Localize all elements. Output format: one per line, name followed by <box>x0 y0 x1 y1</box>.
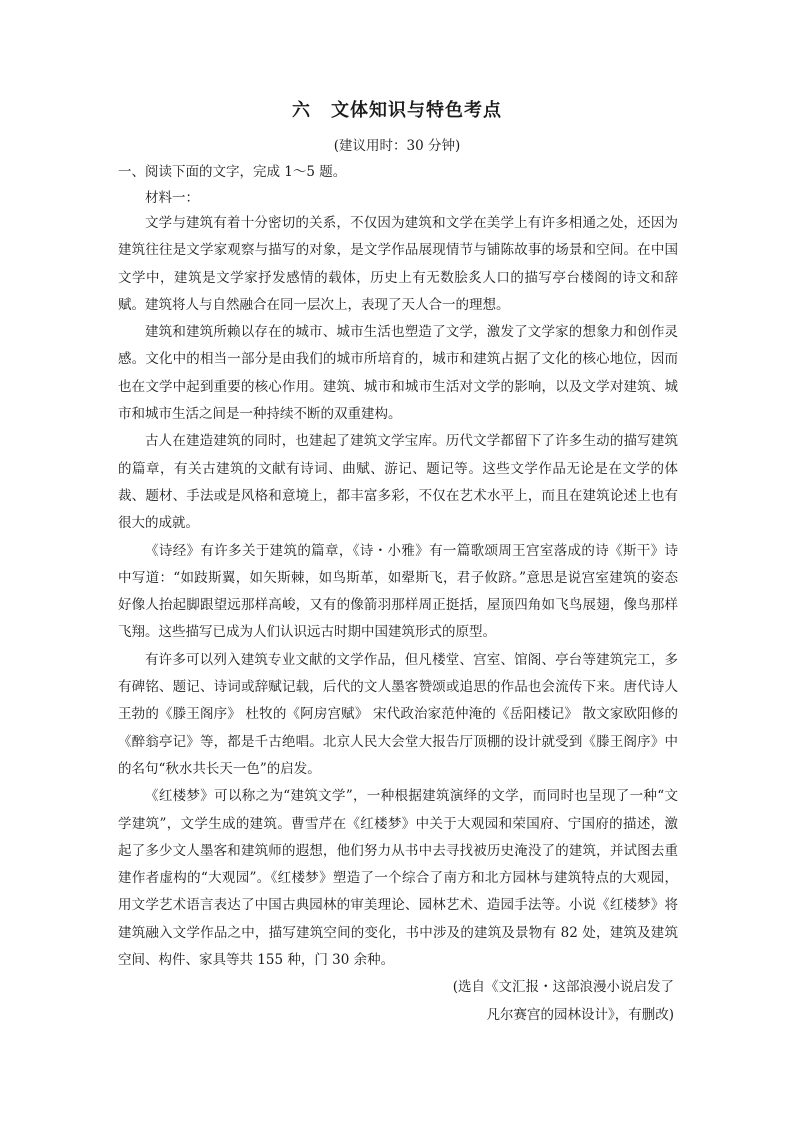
time-hint: (建议用时：30 分钟) <box>333 138 461 154</box>
paragraph: 《红楼梦》可以称之为“建筑文学”，一种根据建筑演绎的文学，而同时也呈现了一种“文学建筑”，文学生成的建筑。曹雪芹在《红楼梦》中关于大观园和荣国府、宁国府的描述，激起了多少文人墨客和建筑师的遐想，他们努力从书中去寻找被历史淹没了的建筑，并试图去重建作者虚构的“大观园”。《红楼梦》塑造了一个综合了南方和北方园林与建筑特点的大观园，用文学艺术语言表达了中国古典园林的审美理论、园林艺术、造园手法等。小说《红楼梦》将建筑融入文学作品之中，描写建筑空间的变化，书中涉及的建筑及景物有 82 处，建筑及建筑空间、构件、家具等共 155 种，门 30 余种。 <box>118 788 678 969</box>
source-citation <box>453 973 674 1029</box>
material-label: 材料一： <box>145 190 199 206</box>
source-line-2: 凡尔赛宫的园林设计》，有删改) <box>486 1007 674 1023</box>
page-title <box>0 96 794 122</box>
paragraph: 《诗经》有许多关于建筑的篇章，《诗・小雅》有一篇歌颂周王宫室落成的诗《斯干》诗中写道：“如跂斯翼，如矢斯棘，如鸟斯革，如翚斯飞，君子攸跻。”意思是说宫室建筑的姿态好像人抬起脚跟望远那样高峻，又有的像箭羽那样周正挺括，屋顶四角如飞鸟展翅，像鸟那样飞翔。这些描写已成为人们认识远古时期中国建筑形式的原型。 <box>118 542 678 641</box>
paragraph: 文学与建筑有着十分密切的关系，不仅因为建筑和文学在美学上有许多相通之处，还因为建筑往往是文学家观察与描写的对象，是文学作品展现情节与铺陈故事的场景和空间。在中国文学中，建筑是文学家抒发感情的载体，历史上有无数脍炙人口的描写亭台楼阁的诗文和辞赋。建筑将人与自然融合在同一层次上，表现了天人合一的理想。 <box>118 215 678 313</box>
section-title: 文体知识与特色考点 <box>331 100 502 121</box>
article-body <box>118 210 678 974</box>
paragraph: 建筑和建筑所赖以存在的城市、城市生活也塑造了文学，激发了文学家的想象力和创作灵感。文化中的相当一部分是由我们的城市所培育的，城市和建筑占据了文化的核心地位，因而也在文学中起到重要的核心作用。建筑、城市和城市生活对文学的影响，以及文学对建筑、城市和城市生活之间是一种持续不断的双重建构。 <box>118 324 678 423</box>
section-number: 六 <box>292 100 311 121</box>
paragraph: 有许多可以列入建筑专业文献的文学作品，但凡楼堂、宫室、馆阁、亭台等建筑完工，多有碑铭、题记、诗词或辞赋记载，后代的文人墨客赞颂或追思的作品也会流传下来。唐代诗人王勃的《滕王阁序》 杜牧的《阿房宫赋》 宋代政治家范仲淹的《岳阳楼记》 散文家欧阳修的《醉翁亭记》等，都是千古绝唱。北京人民大会堂大报告厅顶棚的设计就受到《滕王阁序》中的名句“秋水共长天一色”的启发。 <box>118 651 678 777</box>
paragraph: 古人在建造建筑的同时，也建起了建筑文学宝库。历代文学都留下了许多生动的描写建筑的篇章，有关古建筑的文献有诗词、曲赋、游记、题记等。这些文学作品无论是在文学的体裁、题材、手法或是风格和意境上，都丰富多彩，不仅在艺术水平上，而且在建筑论述上也有很大的成就。 <box>118 433 678 532</box>
source-line-1: (选自《文汇报・这部浪漫小说启发了 <box>452 979 674 995</box>
question-instruction: 一、阅读下面的文字，完成 1～5 题。 <box>118 164 347 180</box>
